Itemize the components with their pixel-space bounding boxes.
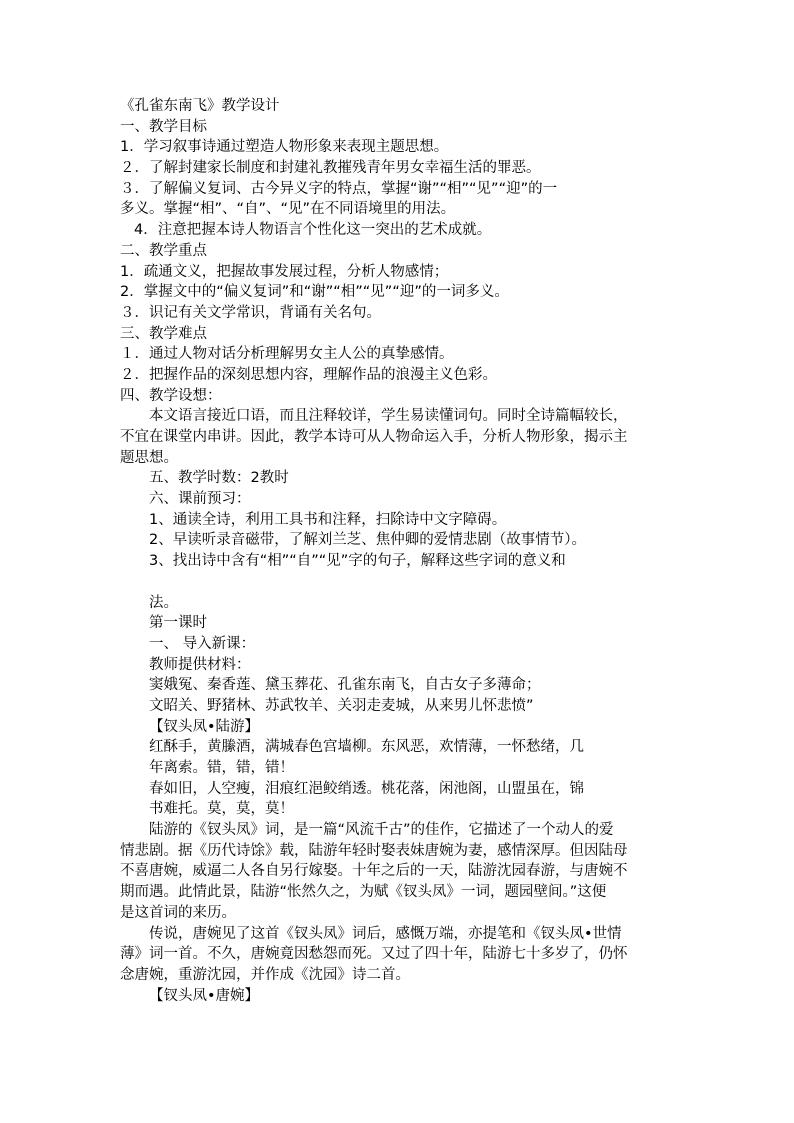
heading-teaching-idea: 四、教学设想： <box>120 387 222 404</box>
commentary-line-1: 陆游的《钗头凤》词，是一篇“风流千古”的佳作，它描述了一个动人的爱 <box>149 822 614 839</box>
teacher-materials: 教师提供材料： <box>149 656 251 673</box>
difficulty-1: １．通过人物对话分析理解男女主人公的真挚感情。 <box>120 346 454 363</box>
objective-3-cont: 多义。掌握“相”、“自”、“见”在不同语境里的用法。 <box>120 201 456 218</box>
commentary-line-4: 期而遇。此情此景，陆游“怅然久之，为赋《钗头凤》一词，题园壁间。”这便 <box>120 884 607 901</box>
teaching-idea-line-1: 本文语言接近口语，而且注释较详，学生易读懂词句。同时全诗篇幅较长， <box>149 408 628 425</box>
heading-preview: 六、课前预习： <box>149 491 251 508</box>
key-point-2: 2．掌握文中的“偏义复词”和“谢”“相”“见”“迎”的一词多义。 <box>120 284 509 301</box>
heading-first-lesson: 第一课时 <box>149 615 207 632</box>
material-line-1: 窦娥冤、秦香莲、黛玉葬花、孔雀东南飞，自古女子多薄命； <box>149 677 541 694</box>
legend-line-1: 传说，唐婉见了这首《钗头凤》词后，感慨万端，亦提笔和《钗头凤•世情 <box>149 925 622 942</box>
key-point-1: 1．疏通文义，把握故事发展过程，分析人物感情； <box>120 263 449 280</box>
poem-luyou-line-4: 书难托。莫，莫，莫！ <box>149 801 294 818</box>
blank-line <box>120 572 680 593</box>
heading-objectives: 一、教学目标 <box>120 118 207 135</box>
legend-line-3: 念唐婉，重游沈园，并作成《沈园》诗二首。 <box>120 966 410 983</box>
poem-title-luyou: 【钗头凤•陆游】 <box>149 718 260 735</box>
poem-luyou-line-1: 红酥手，黄縢酒，满城春色宫墙柳。东风恶，欢情薄，一怀愁绪，几 <box>149 739 584 756</box>
legend-line-2: 薄》词一首。不久，唐婉竟因愁怨而死。又过了四十年，陆游七十多岁了，仍怀 <box>120 946 628 963</box>
poem-title-tangwan: 【钗头凤•唐婉】 <box>149 987 260 1004</box>
heading-class-hours: 五、教学时数：2教时 <box>149 470 289 487</box>
preview-1: 1、通读全诗，利用工具书和注释，扫除诗中文字障碍。 <box>149 511 507 528</box>
poem-luyou-line-2: 年离索。错，错，错！ <box>149 760 294 776</box>
preview-3: 3、找出诗中含有“相”“自”“见”字的句子，解释这些字词的意义和 <box>149 553 566 570</box>
document-title: 《孔雀东南飞》教学设计 <box>120 98 280 114</box>
objective-1: 1．学习叙事诗通过塑造人物形象来表现主题思想。 <box>120 139 449 156</box>
heading-difficulties: 三、教学难点 <box>120 325 207 342</box>
difficulty-2: ２．把握作品的深刻思想内容，理解作品的浪漫主义色彩。 <box>120 366 497 383</box>
poem-luyou-line-3: 春如旧，人空瘦，泪痕红浥鲛绡透。桃花落，闲池阁，山盟虽在，锦 <box>149 780 584 797</box>
commentary-line-5: 是这首词的来历。 <box>120 904 236 921</box>
teaching-idea-line-2: 不宜在课堂内串讲。因此，教学本诗可从人物命运入手，分析人物形象，揭示主 <box>120 429 628 445</box>
teaching-idea-line-3: 题思想。 <box>120 449 178 466</box>
preview-3-cont: 法。 <box>149 594 178 611</box>
commentary-line-3: 不喜唐婉，威逼二人各自另行嫁娶。十年之后的一天，陆游沈园春游，与唐婉不 <box>120 863 628 880</box>
key-point-3: ３．识记有关文学常识，背诵有关名句。 <box>120 304 381 321</box>
heading-key-points: 二、教学重点 <box>120 242 207 259</box>
heading-introduction: 一、 导入新课： <box>149 635 256 652</box>
material-line-2: 文昭关、野猪林、苏武牧羊、关羽走麦城，从来男儿怀悲愤” <box>149 697 534 714</box>
commentary-line-2: 情悲剧。据《历代诗馀》载，陆游年轻时娶表妹唐婉为妻，感情深厚。但因陆母 <box>120 842 628 859</box>
preview-2: 2、早读听录音磁带，了解刘兰芝、焦仲卿的爱情悲剧（故事情节）。 <box>149 532 586 549</box>
document-body <box>120 96 680 1006</box>
objective-3: ３．了解偏义复词、古今异义字的特点，掌握“谢”“相”“见”“迎”的一 <box>120 180 558 197</box>
objective-2: ２．了解封建家长制度和封建礼教摧残青年男女幸福生活的罪恶。 <box>120 160 541 177</box>
objective-4: 4．注意把握本诗人物语言个性化这一突出的艺术成就。 <box>134 222 492 239</box>
